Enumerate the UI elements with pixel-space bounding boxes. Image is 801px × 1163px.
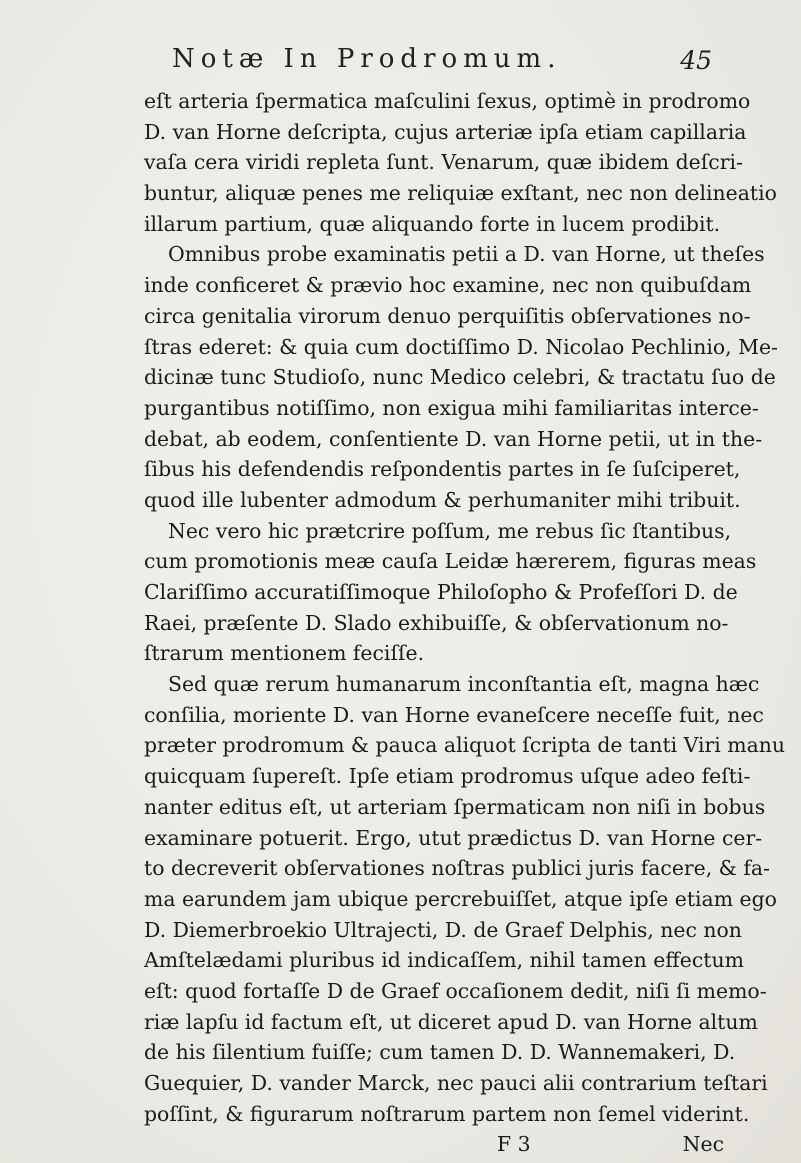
text-line: vaſa cera viridi repleta ſunt. Venarum, quæ ibidem deſcri- xyxy=(144,150,743,175)
text-line: quicquam ſupereſt. Ipſe etiam prodromus uſque adeo feſti- xyxy=(144,764,751,789)
text-line: Amſtelædami pluribus id indicaſſem, nihil tamen effectum xyxy=(144,948,744,973)
text-line: conſilia, moriente D. van Horne evaneſcere neceſſe fuit, nec xyxy=(144,702,764,727)
text-line: examinare potuerit. Ergo, utut prædictus D. van Horne cer- xyxy=(144,825,763,850)
page-footer xyxy=(144,1129,724,1160)
text-line: dicinæ tunc Studioſo, nunc Medico celebri, & tractatu ſuo de xyxy=(144,365,776,390)
text-line: circa genitalia virorum denuo perquiſitis obſervationes no- xyxy=(144,303,751,328)
text-line: eſt arteria ſpermatica maſculini ſexus, optimè in prodromo xyxy=(144,89,751,113)
signature-mark: F 3 xyxy=(497,1132,531,1157)
text-line: riæ lapſu id factum eſt, ut diceret apud D. van Horne altum xyxy=(144,1009,758,1034)
body-text xyxy=(144,86,786,1160)
text-line: to decreverit obſervationes noſtras publici juris facere, & fa- xyxy=(144,856,770,881)
text-line: cum promotionis meæ cauſa Leidæ hærerem, figuras meas xyxy=(144,549,757,574)
text-line: buntur, aliquæ penes me reliquiæ exſtant, nec non delineatio xyxy=(144,181,777,206)
text-line: nanter editus eſt, ut arteriam ſpermaticam non niſi in bobus xyxy=(144,794,766,819)
text-line: Nec vero hic prætcrire poſſum, me rebus ſic ſtantibus, xyxy=(168,518,732,543)
text-line: Raei, præſente D. Slado exhibuiſſe, & obſervationum no- xyxy=(144,610,729,635)
text-line: eſt: quod fortaſſe D de Graef occaſionem dedit, niſi ſi memo- xyxy=(144,978,767,1003)
text-line: ſtrarum mentionem feciſſe. xyxy=(144,641,425,666)
text-line: ſtras ederet: & quia cum doctiſſimo D. Nicolao Pechlinio, Me- xyxy=(144,334,778,359)
running-header xyxy=(172,44,712,84)
catchword: Nec xyxy=(682,1132,724,1157)
text-line: Guequier, D. vander Marck, nec pauci alii contrarium teſtari xyxy=(144,1071,768,1095)
page-number: 45 xyxy=(680,46,712,75)
text-line: purgantibus notiſſimo, non exigua mihi familiaritas interce- xyxy=(144,395,759,420)
text-line: D. van Horne deſcripta, cujus arteriæ ipſa etiam capillaria xyxy=(144,119,747,144)
text-line: ſibus his defendendis reſpondentis partes in ſe ſuſciperet, xyxy=(144,457,741,482)
text-line: D. Diemerbroekio Ultrajecti, D. de Graef Delphis, nec non xyxy=(144,917,742,942)
text-line: poſſint, & figurarum noſtrarum partem non ſemel viderint. xyxy=(144,1101,750,1126)
text-line: de his ſilentium fuiſſe; cum tamen D. D. Wannemakeri, D. xyxy=(144,1040,736,1065)
text-line: debat, ab eodem, conſentiente D. van Horne petii, ut in the- xyxy=(144,426,763,451)
text-line: illarum partium, quæ aliquando forte in lucem prodibit. xyxy=(144,211,721,236)
text-line: ma earundem jam ubique percrebuiſſet, atque ipſe etiam ego xyxy=(144,886,777,911)
running-title: Notæ In Prodromum. xyxy=(172,44,562,74)
text-line: quod ille lubenter admodum & perhumaniter mihi tribuit. xyxy=(144,487,741,512)
text-line: præter prodromum & pauca aliquot ſcripta de tanti Viri manu xyxy=(144,733,786,758)
text-line: inde conficeret & prævio hoc examine, nec non quibuſdam xyxy=(144,273,752,298)
text-line: Omnibus probe examinatis petii a D. van Horne, ut theſes xyxy=(168,242,765,267)
text-line: Sed quæ rerum humanarum inconſtantia eſt, magna hæc xyxy=(168,672,760,697)
text-line: Clariſſimo accuratiſſimoque Philoſopho & Profeſſori D. de xyxy=(144,580,738,604)
